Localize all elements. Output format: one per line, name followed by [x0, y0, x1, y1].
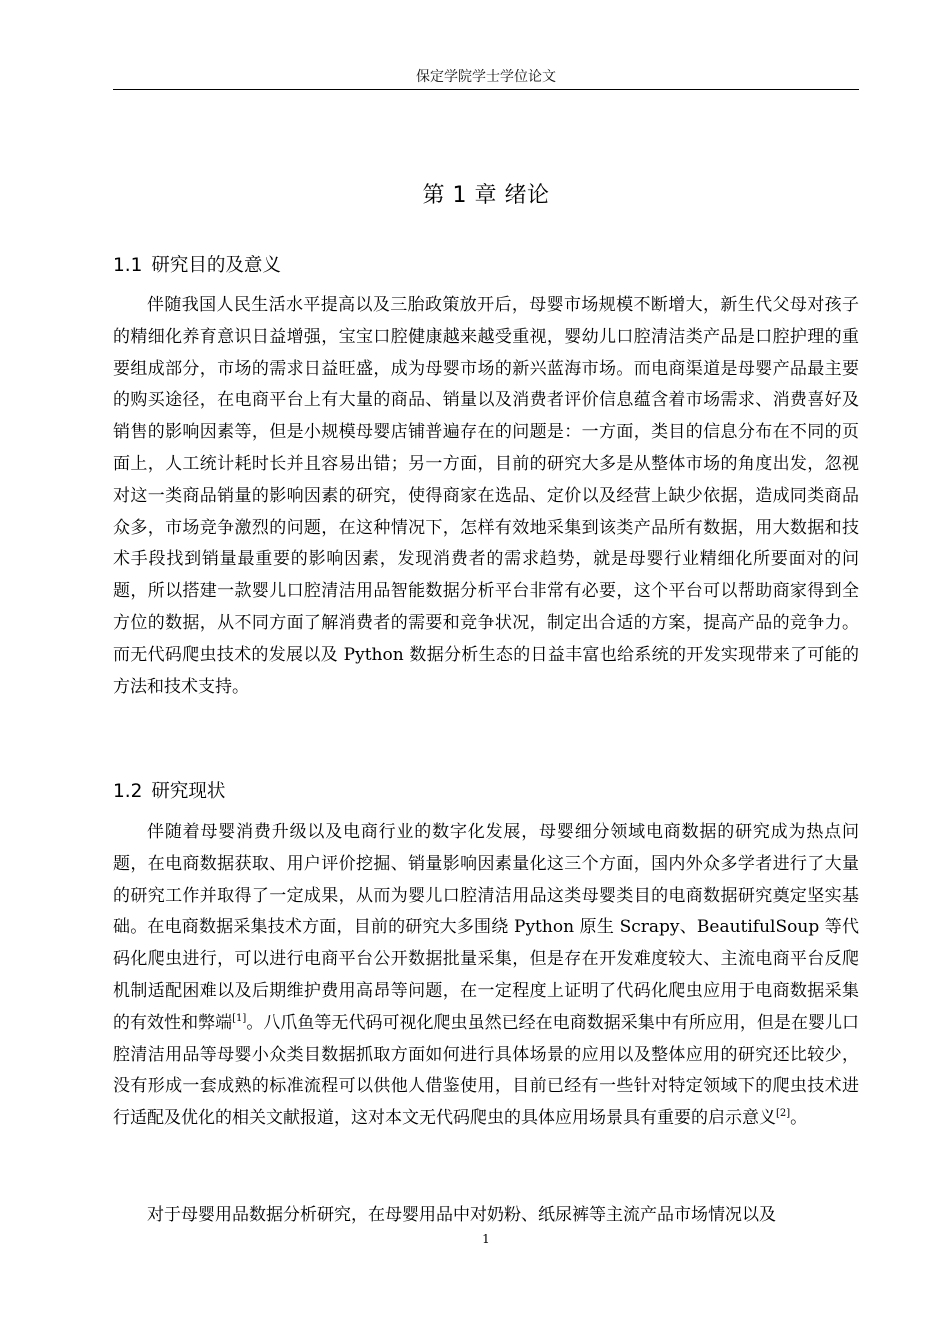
paragraph-text: 伴随着母婴消费升级以及电商行业的数字化发展，母婴细分领域电商数据的研究成为热点问题，在电商数据获取、用户评价挖掘、销量影响因素量化这三个方面，国内外众多学者进行了大量的研究工作并取得了一定成果，从而为婴儿口腔清洁用品这类母婴类目的电商数据研究奠定坚实基础。在电商数据采集技术方面，目前的研究大多围绕 Python 原生 Scrapy、BeautifulSoup 等代码化爬虫进行，可以进行电商平台公开数据批量采集，但是存在开发难度较大、主流电商平台反爬机制适配困难以及后期维护费用高昂等问题，在一定程度上证明了代码化爬虫应用于电商数据采集的有效性和弊端: [113, 822, 859, 1033]
section-title: 研究现状: [151, 781, 226, 802]
body-paragraph: [113, 817, 859, 1135]
body-paragraph: [113, 290, 859, 703]
section-heading-1-2: [113, 780, 859, 804]
header-rule: [113, 89, 859, 90]
section-title: 研究目的及意义: [151, 255, 281, 276]
paragraph-text: 。八爪鱼等无代码可视化爬虫虽然已经在电商数据采集中有所应用，但是在婴儿口腔清洁用品等母婴小众类目数据抓取方面如何进行具体场景的应用以及整体应用的研究还比较少，没有形成一套成熟的标准流程可以供他人借鉴使用，目前已经有一些针对特定领域下的爬虫技术进行适配及优化的相关文献报道，这对本文无代码爬虫的具体应用场景具有重要的启示意义: [113, 1012, 860, 1129]
page-number: 1: [482, 1232, 490, 1246]
running-header: 保定学院学士学位论文: [416, 69, 556, 85]
citation-ref[interactable]: [2]: [776, 1108, 791, 1120]
section-number: 1.2: [113, 781, 143, 802]
body-paragraph: [113, 1200, 859, 1232]
paragraph-text: 对于母婴用品数据分析研究，在母婴用品中对奶粉、纸尿裤等主流产品市场情况以及: [147, 1205, 776, 1225]
paragraph-text: 伴随我国人民生活水平提高以及三胎政策放开后，母婴市场规模不断增大，新生代父母对孩子的精细化养育意识日益增强，宝宝口腔健康越来越受重视，婴幼儿口腔清洁类产品是口腔护理的重要组成部分，市场的需求日益旺盛，成为母婴市场的新兴蓝海市场。而电商渠道是母婴产品最主要的购买途径，在电商平台上有大量的商品、销量以及消费者评价信息蕴含着市场需求、消费喜好及销售的影响因素等，但是小规模母婴店铺普遍存在的问题是：一方面，类目的信息分布在不同的页面上，人工统计耗时长并且容易出错；另一方面，目前的研究大多是从整体市场的角度出发，忽视对这一类商品销量的影响因素的研究，使得商家在选品、定价以及经营上缺少依据，造成同类商品众多，市场竞争激烈的问题，在这种情况下，怎样有效地采集到该类产品所有数据，用大数据和技术手段找到销量最重要的影响因素，发现消费者的需求趋势，就是母婴行业精细化所要面对的问题，所以搭建一款婴儿口腔清洁用品智能数据分析平台非常有必要，这个平台可以帮助商家得到全方位的数据，从不同方面了解消费者的需要和竞争状况，制定出合适的方案，提高产品的竞争力。而无代码爬虫技术的发展以及 Python 数据分析生态的日益丰富也给系统的开发实现带来了可能的方法和技术支持。: [113, 295, 859, 697]
chapter-title: 第 1 章 绪论: [422, 183, 550, 208]
paragraph-text: 。: [790, 1108, 808, 1129]
section-heading-1-1: [113, 254, 859, 278]
section-number: 1.1: [113, 255, 143, 276]
citation-ref[interactable]: [1]: [232, 1012, 247, 1024]
